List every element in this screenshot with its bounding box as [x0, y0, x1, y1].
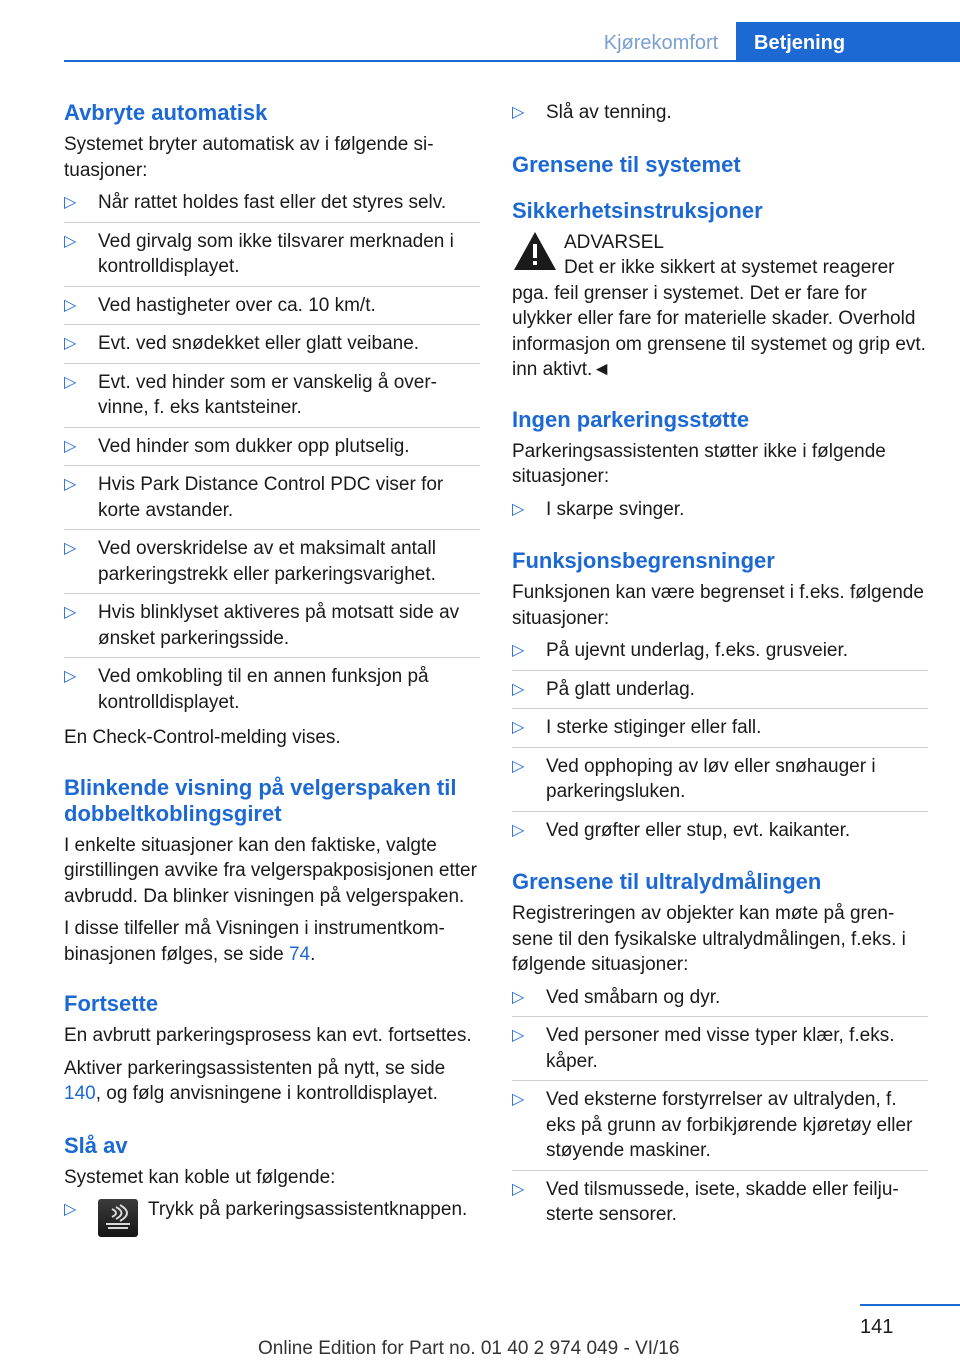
triangle-right-icon: ▷ [64, 296, 77, 314]
list-item: ▷ Evt. ved snødekket eller glatt veibane. [64, 331, 480, 364]
triangle-right-icon: ▷ [512, 988, 525, 1006]
heading-ingen-parkeringsstotte: Ingen parkeringsstøtte [512, 406, 750, 432]
warning-block [512, 230, 928, 383]
list-item: ▷ Hvis blinklyset aktiveres på motsatt side av ønsket parkeringsside. [64, 600, 480, 658]
list-item: ▷ I sterke stiginger eller fall. [512, 715, 928, 748]
heading-grensene-til-systemet: Grensene til systemet [512, 151, 741, 177]
triangle-right-icon: ▷ [512, 642, 525, 659]
heading-avbryte-automatisk: Avbryte automatisk [64, 100, 268, 125]
triangle-right-icon: ▷ [64, 335, 77, 352]
header-tab-kjorekomfort[interactable]: Kjørekomfort [603, 32, 719, 54]
heading-grensene-ultralyd: Grensene til ultralydmålingen [512, 869, 822, 894]
list-item: ▷ Ved hinder som dukker opp plutselig. [64, 434, 480, 467]
header-divider [64, 60, 960, 62]
triangle-right-icon: ▷ [64, 1201, 77, 1218]
heading-sla-av: Slå av [64, 1132, 128, 1158]
list-item: ▷ Ved personer med visse typer klær, f.eks. kåper. [512, 1023, 928, 1081]
bullet-list-funksjon [512, 638, 928, 849]
triangle-right-icon: ▷ [512, 680, 525, 698]
footer-divider [860, 1304, 960, 1306]
list-item: ▷ Ved omkobling til en annen funksjon på kontrolldisplayet. [64, 666, 429, 713]
warning-triangle-icon [512, 230, 558, 272]
triangle-right-icon: ▷ [512, 104, 525, 121]
paragraph: Parkeringsassistenten støtter ikke i følgende situasjoner: [512, 440, 886, 487]
paragraph: Registreringen av objekter kan møte på grensene til den fysikalske ultralydmålingen, f.eks. i følgende situasjoner: [512, 903, 906, 975]
triangle-right-icon: ▷ [512, 757, 525, 775]
list-item: ▷ Når rattet holdes fast eller det styres selv. [64, 190, 480, 223]
heading-sikkerhetsinstruksjoner: Sikkerhetsinstruksjoner [512, 197, 763, 223]
list-item: ▷ Ved småbarn og dyr. [512, 985, 928, 1018]
header-tab-betjening[interactable]: Betjening [736, 22, 960, 62]
list-item: ▷ Ved overskridelse av et maksimalt antall parkeringstrekk eller parkeringsvarighet. [64, 536, 480, 594]
bullet-list-ultralyd [512, 985, 928, 1234]
triangle-right-icon: ▷ [512, 719, 525, 736]
list-item: ▷ Ved tilsmussede, isete, skadde eller feiljusterte sensorer. [512, 1178, 899, 1225]
triangle-right-icon: ▷ [512, 1027, 525, 1044]
parking-assistant-button-icon [98, 1199, 138, 1237]
triangle-right-icon: ▷ [512, 500, 525, 518]
heading-funksjonsbegrensninger: Funksjonsbegrensninger [512, 548, 775, 573]
list-item: ▷ Ved grøfter eller stup, evt. kaikanter. [512, 818, 928, 850]
triangle-right-icon: ▷ [64, 540, 77, 557]
page-number: 141 [860, 1316, 894, 1338]
list-item: ▷ Hvis Park Distance Control PDC viser for korte avstander. [64, 472, 480, 530]
list-item: ▷ Ved hastigheter over ca. 10 km/t. [64, 293, 480, 326]
paragraph: I disse tilfeller må Visningen i instrumentkombinasjonen følges, se side 74. [64, 918, 445, 965]
heading-blinkende-visning: Blinkende visning på velgerspaken til dobbeltkoblingsgiret [64, 774, 457, 826]
list-item: ▷ Evt. ved hinder som er vanskelig å overvinne, f. eks kantsteiner. [64, 370, 480, 428]
list-item: ▷ Ved eksterne forstyrrelser av ultralyden, f. eks på grunn av forbikjørende kjøretøy eller støyende maskiner. [512, 1087, 928, 1171]
list-item: ▷ Ved opphoping av løv eller snøhauger i parkeringsluken. [512, 754, 928, 812]
warning-title: ADVARSEL [564, 231, 664, 253]
bullet-list-sla-av-tenning [512, 100, 928, 132]
triangle-right-icon: ▷ [64, 437, 77, 455]
paragraph: En avbrutt parkeringsprosess kan evt. fortsettes. [64, 1025, 472, 1046]
paragraph: Systemet bryter automatisk av i følgende situasjoner: [64, 134, 434, 181]
page-link-140[interactable]: 140 [64, 1083, 96, 1104]
page-link-74[interactable]: 74 [288, 943, 311, 965]
bullet-list-ingen-parkering [512, 497, 928, 529]
triangle-right-icon: ▷ [512, 1180, 525, 1198]
triangle-right-icon: ▷ [64, 232, 77, 250]
triangle-right-icon: ▷ [512, 821, 525, 839]
bullet-list-sla-av [64, 1197, 480, 1249]
triangle-right-icon: ▷ [64, 194, 77, 211]
triangle-right-icon: ▷ [64, 476, 77, 493]
triangle-right-icon: ▷ [64, 373, 77, 391]
list-item: ▷ Ved girvalg som ikke tilsvarer merknaden i kontrolldisplayet. [64, 229, 480, 287]
paragraph: Aktiver parkeringsassistenten på nytt, se side 140, og følg anvisningene i kontrolldisplayet. [64, 1057, 446, 1104]
bullet-list-avbryte [64, 190, 480, 721]
list-item: ▷ På glatt underlag. [512, 677, 928, 710]
list-item: ▷ På ujevnt underlag, f.eks. grusveier. [512, 638, 928, 671]
triangle-right-icon: ▷ [64, 604, 77, 621]
paragraph: I enkelte situasjoner kan den faktiske, valgte girstillingen avvike fra velgerspakposisjonen etter avbrudd. Da blinker visningen på velgerspaken. [64, 834, 477, 907]
heading-fortsette: Fortsette [64, 991, 159, 1016]
right-column [512, 100, 928, 1238]
footer-edition: Online Edition for Part no. 01 40 2 974 049 - VI/16 [258, 1338, 680, 1359]
list-item: ▷ I skarpe svinger. [512, 497, 928, 529]
paragraph: Funksjonen kan være begrenset i f.eks. følgende situasjoner: [512, 582, 924, 629]
triangle-right-icon: ▷ [512, 1091, 525, 1108]
paragraph: Systemet kan koble ut følgende: [64, 1166, 336, 1188]
triangle-right-icon: ▷ [64, 668, 77, 685]
paragraph: En Check-Control-melding vises. [64, 727, 341, 748]
list-item: ▷ Trykk på parkeringsassistentknappen. [64, 1197, 480, 1249]
left-column [64, 100, 480, 1253]
warning-text: Det er ikke sikkert at systemet reagerer pga. feil grenser i systemet. Det er fare for ulykker eller fare for materielle skader. Overhold informasjon om grensene til systemet og grip evt. inn aktivt.◄ [512, 257, 926, 380]
list-item: ▷ Slå av tenning. [512, 100, 928, 132]
